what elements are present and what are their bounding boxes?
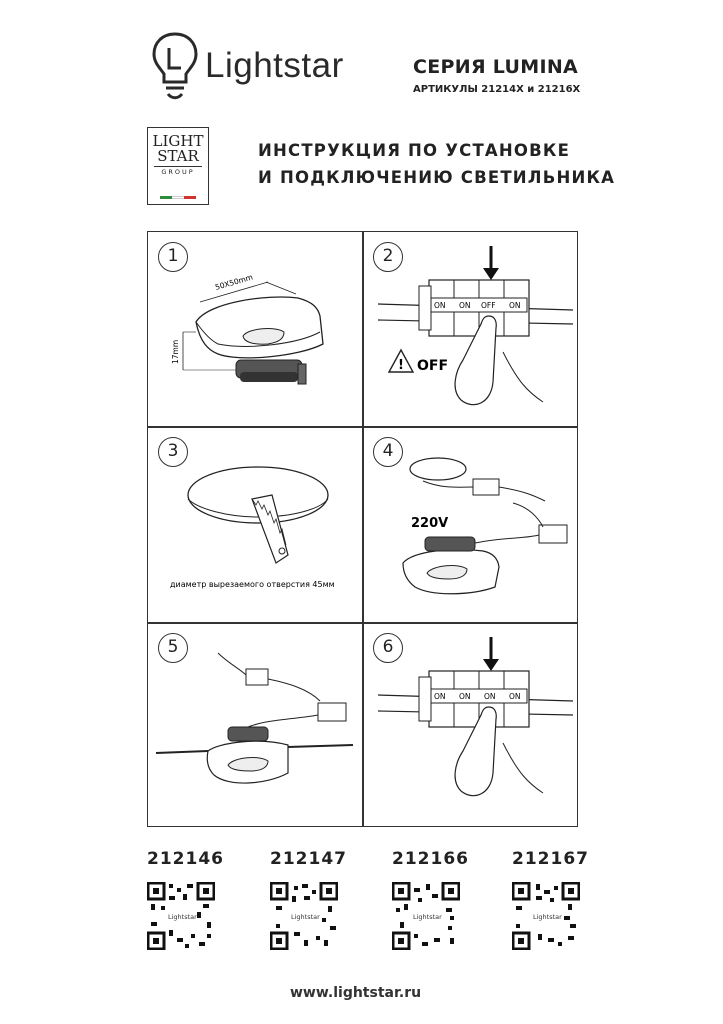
italian-flag-icon	[160, 196, 196, 199]
article-numbers: АРТИКУЛЫ 21214X и 21216X	[413, 84, 581, 95]
lightstar-group-logo	[147, 127, 209, 205]
product-code-4: 212167	[512, 849, 589, 869]
brand-logo-text: Lightstar	[205, 46, 344, 85]
product-code-1: 212146	[147, 849, 224, 869]
step-2-number: 2	[373, 242, 403, 272]
cutout-hole-illustration	[148, 427, 362, 622]
step-3-panel	[148, 427, 362, 622]
qr-brand-label: Lightstar	[413, 913, 442, 921]
breaker-switch-3-label: ON	[484, 692, 496, 701]
breaker-switch-1-label: ON	[434, 692, 446, 701]
group-logo-line2: STAR	[157, 147, 199, 165]
step-5-number: 5	[158, 633, 188, 663]
qr-code-icon[interactable]	[147, 882, 215, 950]
breaker-switch-2-label: ON	[459, 692, 471, 701]
breaker-on-illustration	[363, 623, 577, 826]
breaker-switch-4-label: ON	[509, 692, 521, 701]
breaker-switch-3-label: OFF	[481, 301, 496, 310]
warning-off-label: OFF	[417, 358, 449, 374]
product-code-3: 212166	[392, 849, 469, 869]
instruction-title-line1: ИНСТРУКЦИЯ ПО УСТАНОВКЕ	[258, 141, 571, 160]
breaker-switch-1-label: ON	[434, 301, 446, 310]
qr-brand-label: Lightstar	[168, 913, 197, 921]
instruction-title-line2: И ПОДКЛЮЧЕНИЮ СВЕТИЛЬНИКА	[258, 168, 616, 187]
step-2-panel	[363, 232, 577, 426]
dimension-side-label: 17mm	[171, 339, 180, 364]
step-3-number: 3	[158, 437, 188, 467]
instruction-steps-grid	[147, 231, 578, 827]
step-5-panel	[148, 623, 362, 826]
qr-code-icon[interactable]	[512, 882, 580, 950]
website-link[interactable]: www.lightstar.ru	[290, 985, 422, 1001]
series-title: СЕРИЯ LUMINA	[413, 56, 579, 78]
group-logo-line3: GROUP	[154, 166, 202, 176]
lightstar-bulb-logo-icon	[150, 30, 200, 102]
step-4-panel	[363, 427, 577, 622]
step-6-panel	[363, 623, 577, 826]
qr-brand-label: Lightstar	[533, 913, 562, 921]
breaker-switch-2-label: ON	[459, 301, 471, 310]
svg-text:!: !	[398, 358, 404, 373]
cutout-diameter-caption: диаметр вырезаемого отверстия 45мм	[170, 580, 335, 589]
group-logo-line1: LIGHT	[152, 132, 204, 150]
dimension-top-label: 50X50mm	[214, 272, 254, 292]
wiring-connection-illustration	[363, 427, 577, 622]
luminaire-dimensions-illustration	[148, 232, 362, 426]
qr-code-icon[interactable]	[392, 882, 460, 950]
breaker-switch-4-label: ON	[509, 301, 521, 310]
step-4-number: 4	[373, 437, 403, 467]
luminaire-mounting-illustration	[148, 623, 362, 826]
step-6-number: 6	[373, 633, 403, 663]
step-1-panel	[148, 232, 362, 426]
qr-code-icon[interactable]	[270, 882, 338, 950]
product-code-2: 212147	[270, 849, 347, 869]
voltage-label: 220V	[411, 516, 449, 531]
breaker-off-illustration	[363, 232, 577, 426]
step-1-number: 1	[158, 242, 188, 272]
qr-brand-label: Lightstar	[291, 913, 320, 921]
